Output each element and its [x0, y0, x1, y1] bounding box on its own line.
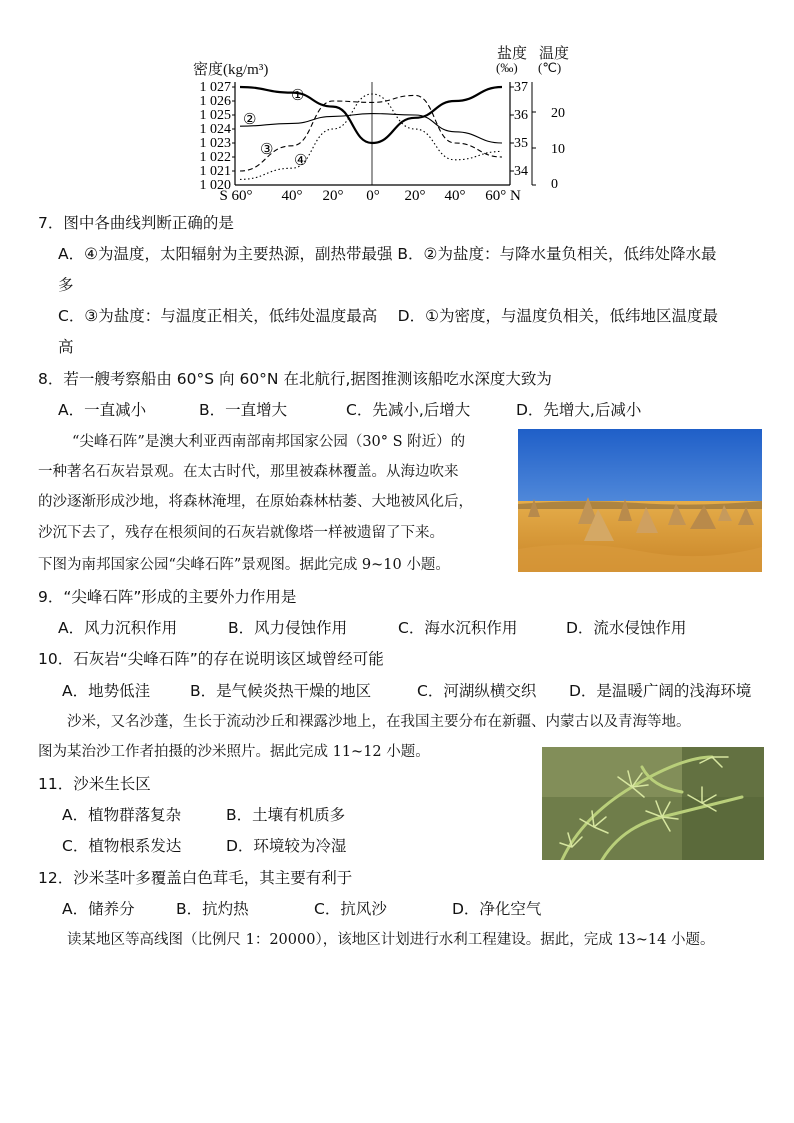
q9-option-c: C．海水沉积作用: [398, 619, 518, 637]
q12-option-d: D．净化空气: [452, 900, 542, 918]
q11-option-b: B．土壤有机质多: [226, 806, 346, 824]
density-tick: 1 025: [199, 108, 231, 123]
salinity-tick: 36: [514, 108, 528, 123]
density-axis-label: 密度(kg/m³): [193, 62, 269, 78]
passage-line: 下图为南邦国家公园“尖峰石阵”景观图。据此完成 9~10 小题。: [38, 557, 450, 573]
salinity-unit: (‰): [496, 60, 518, 75]
density-tick: 1 027: [199, 80, 231, 95]
x-ticks: [219, 188, 520, 204]
series-line-4: [240, 94, 502, 179]
q10-option-d: D．是温暖广阔的浅海环境: [569, 682, 752, 700]
q8-option-a: A．一直减小: [58, 401, 147, 419]
q7-option-cd: C．③为盐度：与温度正相关，低纬处温度最高 D．①为密度，与温度负相关，低纬地区温度最: [58, 307, 718, 325]
x-tick: S 60°: [219, 188, 253, 204]
q10-stem: 10．石灰岩“尖峰石阵”的存在说明该区域曾经可能: [38, 650, 384, 668]
q8-option-c: C．先减小,后增大: [346, 401, 471, 419]
temperature-axis-label: 温度: [539, 46, 570, 62]
density-ticks: [200, 80, 232, 193]
q11-stem: 11．沙米生长区: [38, 775, 151, 793]
q9-option-d: D．流水侵蚀作用: [566, 619, 687, 637]
q8-option-b: B．一直增大: [199, 401, 288, 419]
q12-option-a: A．储养分: [62, 900, 135, 918]
q10-option-c: C．河湖纵横交织: [417, 682, 537, 700]
series-line-2: [240, 114, 502, 143]
salinity-axis-label: 盐度: [497, 46, 528, 62]
passage-contour-map: 读某地区等高线图（比例尺 1：20000），该地区计划进行水利工程建设。据此，完成 13~14 小题。: [67, 932, 715, 948]
passage-line: 沙米，又名沙蓬，生长于流动沙丘和裸露沙地上，在我国主要分布在新疆、内蒙古以及青海等地。: [67, 714, 691, 730]
q10-option-a: A．地势低洼: [62, 682, 151, 700]
x-tick: 40°: [281, 188, 303, 204]
q7-option-ab-cont: 多: [58, 276, 74, 294]
q8-stem: 8．若一艘考察船由 60°S 向 60°N 在北航行,据图推测该船吃水深度大致为: [38, 370, 552, 388]
q9-stem: 9．“尖峰石阵”形成的主要外力作用是: [38, 588, 297, 606]
density-tick: 1 022: [199, 150, 231, 165]
chart-curves: [240, 87, 502, 179]
x-tick: 60° N: [485, 188, 521, 204]
chart-canvas: [180, 74, 580, 204]
density-tick: 1 020: [199, 178, 231, 193]
q9-option-a: A．风力沉积作用: [58, 619, 178, 637]
shami-plant-photo: [542, 747, 764, 860]
curve-label-3: ③: [260, 142, 274, 158]
q7-option-ab: A．④为温度，太阳辐射为主要热源，副热带最强 B．②为盐度：与降水量负相关，低纬处降水最: [58, 245, 717, 263]
q11-option-a: A．植物群落复杂: [62, 806, 182, 824]
density-tick: 1 021: [199, 164, 231, 179]
passage-line: 的沙逐渐形成沙地，将森林淹埋，在原始森林枯萎、大地被风化后，: [38, 494, 473, 510]
passage-line: 一种著名石灰岩景观。在太古时代，那里被森林覆盖。从海边吹来: [38, 464, 459, 480]
x-tick: 20°: [404, 188, 426, 204]
passage-line: 图为某治沙工作者拍摄的沙米照片。据此完成 11~12 小题。: [38, 744, 430, 760]
x-tick: 40°: [444, 188, 466, 204]
series-line-3: [240, 95, 502, 171]
curve-label-2: ②: [243, 112, 257, 128]
q8-option-d: D．先增大,后减小: [516, 401, 642, 419]
temperature-unit: (℃): [538, 60, 562, 75]
density-tick: 1 026: [199, 94, 231, 109]
q7-option-cd-cont: 高: [58, 338, 74, 356]
passage-line: “尖峰石阵”是澳大利亚西南部南邦国家公园（30° S 附近）的: [72, 434, 466, 450]
q11-option-d: D．环境较为冷湿: [226, 837, 347, 855]
temperature-tick: 20: [551, 106, 565, 121]
pinnacles-photo: [518, 429, 762, 572]
passage-line: 沙沉下去了，残存在根须间的石灰岩就像塔一样被遗留了下来。: [38, 525, 444, 541]
q10-option-b: B．是气候炎热干燥的地区: [190, 682, 372, 700]
q9-option-b: B．风力侵蚀作用: [228, 619, 348, 637]
salinity-tick: 37: [514, 80, 528, 95]
curve-label-1: ①: [291, 88, 305, 104]
temperature-tick: 10: [551, 142, 565, 157]
q12-option-c: C．抗风沙: [314, 900, 387, 918]
salinity-tick: 34: [514, 164, 528, 179]
q12-option-b: B．抗灼热: [176, 900, 249, 918]
x-tick: 0°: [366, 188, 380, 204]
density-tick: 1 023: [199, 136, 231, 151]
q11-option-c: C．植物根系发达: [62, 837, 182, 855]
series-line-1: [240, 87, 502, 143]
salinity-tick: 35: [514, 136, 528, 151]
density-tick: 1 024: [199, 122, 231, 137]
q7-stem: 7．图中各曲线判断正确的是: [38, 214, 234, 232]
q12-stem: 12．沙米茎叶多覆盖白色茸毛，其主要有利于: [38, 869, 353, 887]
curve-label-4: ④: [294, 153, 308, 169]
temperature-tick: 0: [551, 177, 558, 192]
x-tick: 20°: [322, 188, 344, 204]
